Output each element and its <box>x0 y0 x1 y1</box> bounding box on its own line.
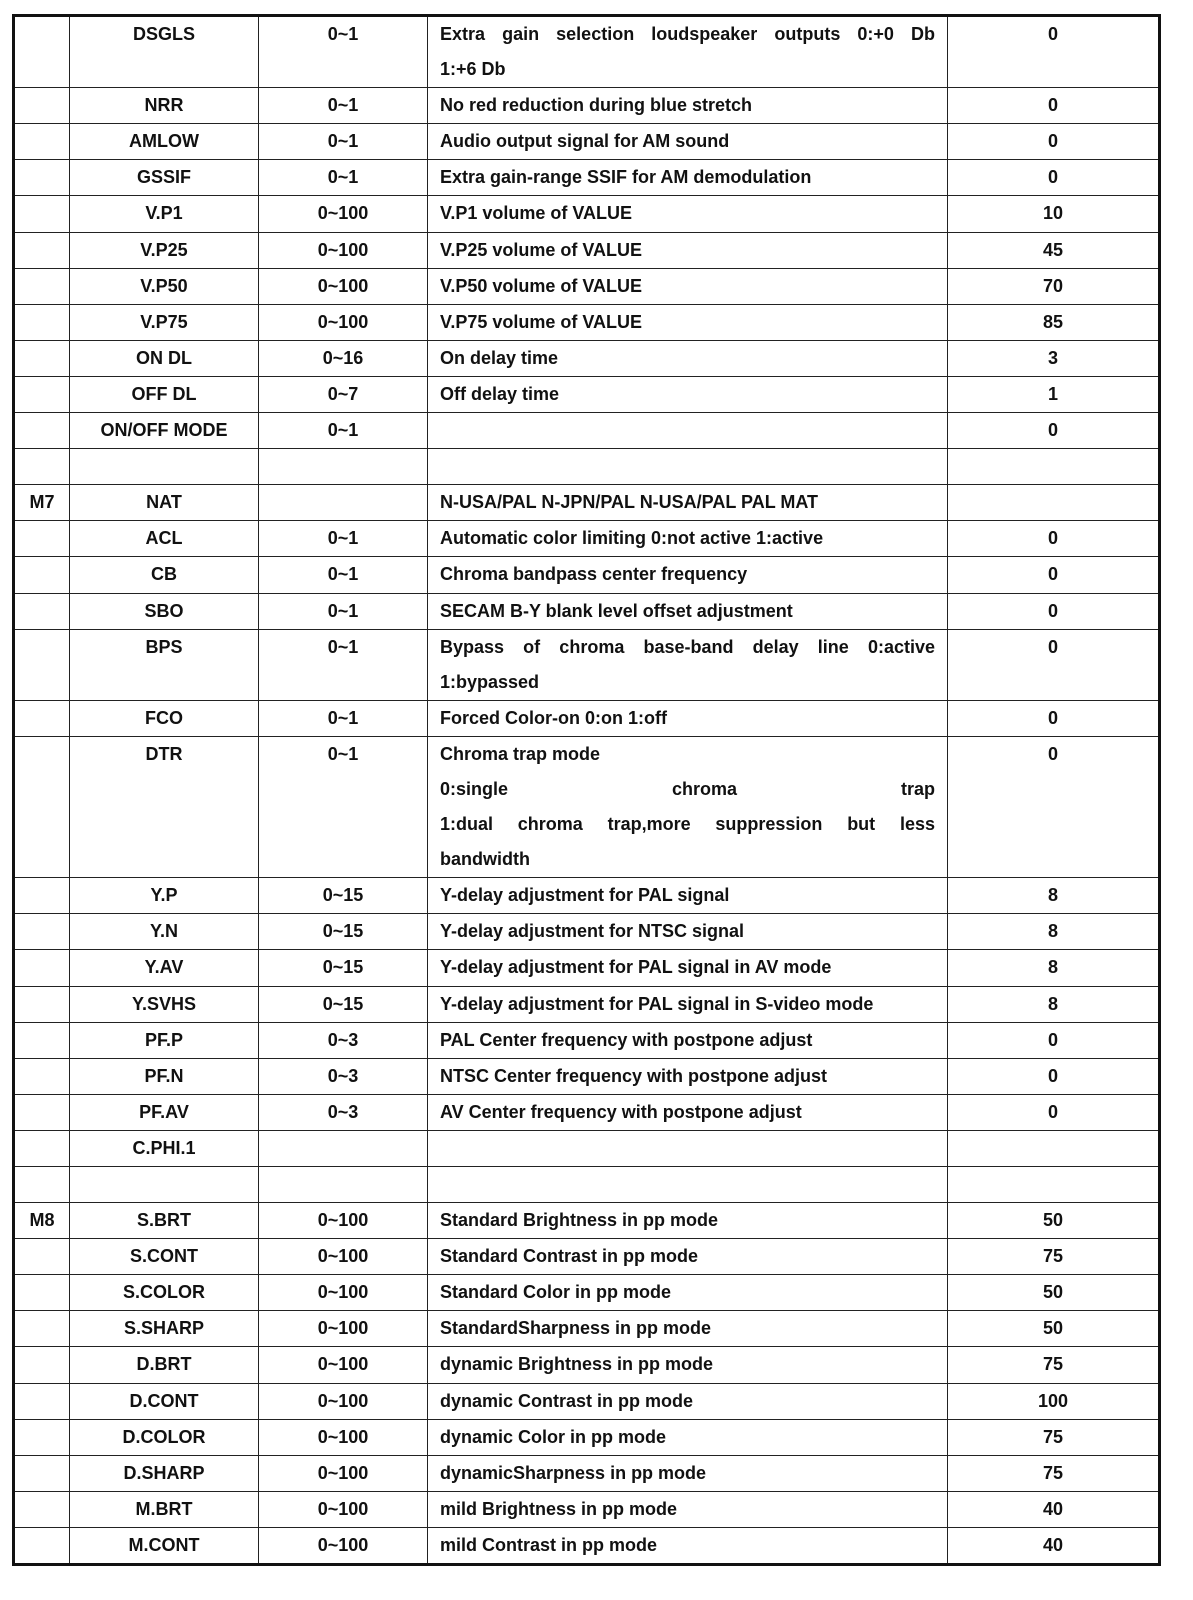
item-name-cell: CB <box>70 557 259 593</box>
description-line: No red reduction during blue stretch <box>440 95 753 116</box>
group-cell <box>14 1130 70 1166</box>
default-value-cell: 50 <box>948 1311 1160 1347</box>
description-cell <box>428 304 948 340</box>
description-line: On delay time <box>440 347 559 368</box>
range-cell: 0~100 <box>259 196 428 232</box>
description-line: Y-delay adjustment for NTSC signal <box>440 921 745 942</box>
table-row <box>14 1347 1160 1383</box>
description-line: Chroma bandpass center frequency <box>440 564 748 585</box>
description-line: PAL Center frequency with postpone adjust <box>440 1029 813 1050</box>
group-cell <box>14 1419 70 1455</box>
item-name-cell: Y.N <box>70 914 259 950</box>
group-cell <box>14 1167 70 1203</box>
item-name-cell: Y.P <box>70 878 259 914</box>
table-row <box>14 196 1160 232</box>
table-row <box>14 629 1160 700</box>
table-row <box>14 340 1160 376</box>
range-cell: 0~100 <box>259 304 428 340</box>
default-value-cell: 0 <box>948 16 1160 88</box>
description-line: mild Brightness in pp mode <box>440 1498 678 1519</box>
description-cell <box>428 736 948 877</box>
table-row <box>14 1383 1160 1419</box>
description-line: Off delay time <box>440 383 560 404</box>
group-cell <box>14 1094 70 1130</box>
item-name-cell: V.P50 <box>70 268 259 304</box>
default-value-cell: 40 <box>948 1491 1160 1527</box>
description-line: Forced Color-on 0:on 1:off <box>440 707 667 728</box>
range-cell: 0~100 <box>259 1275 428 1311</box>
table-row <box>14 88 1160 124</box>
parameter-table <box>12 14 1161 1566</box>
description-cell <box>428 1383 948 1419</box>
description-cell <box>428 950 948 986</box>
item-name-cell: M.BRT <box>70 1491 259 1527</box>
description-cell <box>428 124 948 160</box>
range-cell: 0~1 <box>259 413 428 449</box>
item-name-cell: Y.SVHS <box>70 986 259 1022</box>
item-name-cell: PF.P <box>70 1022 259 1058</box>
default-value-cell <box>948 485 1160 521</box>
group-cell <box>14 232 70 268</box>
group-cell <box>14 557 70 593</box>
default-value-cell: 0 <box>948 124 1160 160</box>
item-name-cell: M.CONT <box>70 1527 259 1564</box>
item-name-cell: Y.AV <box>70 950 259 986</box>
range-cell: 0~1 <box>259 700 428 736</box>
item-name-cell: D.COLOR <box>70 1419 259 1455</box>
group-cell <box>14 1022 70 1058</box>
description-line: bandwidth <box>440 849 530 870</box>
description-cell <box>428 232 948 268</box>
default-value-cell: 1 <box>948 376 1160 412</box>
description-line: 0:single chroma trap <box>440 778 935 799</box>
item-name-cell <box>70 1167 259 1203</box>
range-cell: 0~100 <box>259 268 428 304</box>
range-cell: 0~1 <box>259 736 428 877</box>
description-cell <box>428 88 948 124</box>
item-name-cell: PF.N <box>70 1058 259 1094</box>
group-cell <box>14 629 70 700</box>
description-line: dynamic Brightness in pp mode <box>440 1354 714 1375</box>
table-row <box>14 700 1160 736</box>
item-name-cell: AMLOW <box>70 124 259 160</box>
group-cell <box>14 986 70 1022</box>
item-name-cell: ON/OFF MODE <box>70 413 259 449</box>
description-cell <box>428 1455 948 1491</box>
table-row <box>14 449 1160 485</box>
default-value-cell: 75 <box>948 1419 1160 1455</box>
default-value-cell <box>948 1167 1160 1203</box>
description-cell <box>428 1275 948 1311</box>
group-cell <box>14 1383 70 1419</box>
table-row <box>14 914 1160 950</box>
table-row <box>14 16 1160 88</box>
group-cell <box>14 950 70 986</box>
default-value-cell: 50 <box>948 1275 1160 1311</box>
description-cell <box>428 986 948 1022</box>
description-line <box>440 449 935 484</box>
item-name-cell: FCO <box>70 700 259 736</box>
item-name-cell: NAT <box>70 485 259 521</box>
range-cell: 0~15 <box>259 986 428 1022</box>
description-line: Standard Brightness in pp mode <box>440 1210 719 1231</box>
table-row <box>14 376 1160 412</box>
table-row <box>14 1455 1160 1491</box>
description-line <box>440 1167 935 1202</box>
range-cell: 0~100 <box>259 232 428 268</box>
description-line: dynamicSharpness in pp mode <box>440 1462 707 1483</box>
table-row <box>14 160 1160 196</box>
table-row <box>14 1311 1160 1347</box>
default-value-cell: 8 <box>948 914 1160 950</box>
description-cell <box>428 1094 948 1130</box>
item-name-cell: OFF DL <box>70 376 259 412</box>
range-cell: 0~1 <box>259 160 428 196</box>
table-row <box>14 521 1160 557</box>
description-cell <box>428 160 948 196</box>
item-name-cell: D.CONT <box>70 1383 259 1419</box>
group-cell <box>14 1058 70 1094</box>
item-name-cell: BPS <box>70 629 259 700</box>
group-cell <box>14 16 70 88</box>
default-value-cell: 0 <box>948 521 1160 557</box>
description-line: Bypass of chroma base-band delay line 0:active <box>440 636 935 657</box>
table-row <box>14 1022 1160 1058</box>
description-cell <box>428 1491 948 1527</box>
description-cell <box>428 16 948 88</box>
description-cell <box>428 1239 948 1275</box>
default-value-cell: 40 <box>948 1527 1160 1564</box>
description-cell <box>428 1311 948 1347</box>
item-name-cell: C.PHI.1 <box>70 1130 259 1166</box>
description-line: dynamic Color in pp mode <box>440 1426 667 1447</box>
table-row <box>14 413 1160 449</box>
description-cell <box>428 1203 948 1239</box>
default-value-cell: 0 <box>948 1058 1160 1094</box>
range-cell <box>259 485 428 521</box>
table-row <box>14 1094 1160 1130</box>
group-cell <box>14 304 70 340</box>
group-cell <box>14 521 70 557</box>
description-cell <box>428 485 948 521</box>
description-line: mild Contrast in pp mode <box>440 1534 658 1555</box>
range-cell: 0~100 <box>259 1455 428 1491</box>
description-line: Y-delay adjustment for PAL signal in AV mode <box>440 957 832 978</box>
range-cell: 0~1 <box>259 124 428 160</box>
range-cell: 0~100 <box>259 1491 428 1527</box>
description-cell <box>428 1130 948 1166</box>
description-line: NTSC Center frequency with postpone adjust <box>440 1065 828 1086</box>
description-cell <box>428 629 948 700</box>
description-cell <box>428 340 948 376</box>
description-line: StandardSharpness in pp mode <box>440 1318 712 1339</box>
group-cell <box>14 160 70 196</box>
description-line: Standard Contrast in pp mode <box>440 1246 699 1267</box>
range-cell: 0~100 <box>259 1527 428 1564</box>
group-cell <box>14 196 70 232</box>
description-line: Standard Color in pp mode <box>440 1282 672 1303</box>
range-cell: 0~1 <box>259 16 428 88</box>
item-name-cell: S.CONT <box>70 1239 259 1275</box>
description-line: 1:+6 Db <box>440 59 506 80</box>
description-line: AV Center frequency with postpone adjust <box>440 1101 802 1122</box>
table-row <box>14 1491 1160 1527</box>
description-cell <box>428 1347 948 1383</box>
table-row <box>14 1239 1160 1275</box>
description-line: N-USA/PAL N-JPN/PAL N-USA/PAL PAL MAT <box>440 492 819 513</box>
description-cell <box>428 593 948 629</box>
range-cell: 0~3 <box>259 1058 428 1094</box>
range-cell: 0~3 <box>259 1094 428 1130</box>
item-name-cell: D.SHARP <box>70 1455 259 1491</box>
description-line: Extra gain-range SSIF for AM demodulation <box>440 167 812 188</box>
default-value-cell <box>948 1130 1160 1166</box>
description-cell <box>428 1167 948 1203</box>
group-cell <box>14 1491 70 1527</box>
item-name-cell: GSSIF <box>70 160 259 196</box>
group-cell <box>14 1347 70 1383</box>
description-cell <box>428 700 948 736</box>
description-line: V.P1 volume of VALUE <box>440 203 633 224</box>
table-row <box>14 304 1160 340</box>
description-cell <box>428 1058 948 1094</box>
default-value-cell: 0 <box>948 700 1160 736</box>
group-cell <box>14 340 70 376</box>
parameter-table-body <box>14 16 1160 1565</box>
group-cell <box>14 1275 70 1311</box>
table-row <box>14 557 1160 593</box>
description-cell <box>428 1527 948 1564</box>
range-cell <box>259 1167 428 1203</box>
description-line <box>440 413 935 448</box>
description-cell <box>428 1022 948 1058</box>
description-cell <box>428 268 948 304</box>
table-row <box>14 1058 1160 1094</box>
item-name-cell: V.P25 <box>70 232 259 268</box>
description-cell <box>428 1419 948 1455</box>
table-row <box>14 1527 1160 1564</box>
default-value-cell: 3 <box>948 340 1160 376</box>
description-line: dynamic Contrast in pp mode <box>440 1390 694 1411</box>
range-cell: 0~100 <box>259 1419 428 1455</box>
description-cell <box>428 521 948 557</box>
table-row <box>14 950 1160 986</box>
range-cell: 0~1 <box>259 88 428 124</box>
range-cell: 0~100 <box>259 1383 428 1419</box>
range-cell: 0~3 <box>259 1022 428 1058</box>
item-name-cell: DSGLS <box>70 16 259 88</box>
item-name-cell: PF.AV <box>70 1094 259 1130</box>
item-name-cell: NRR <box>70 88 259 124</box>
description-cell <box>428 557 948 593</box>
description-cell <box>428 196 948 232</box>
default-value-cell: 0 <box>948 629 1160 700</box>
table-row <box>14 485 1160 521</box>
range-cell <box>259 1130 428 1166</box>
table-row <box>14 878 1160 914</box>
range-cell: 0~100 <box>259 1203 428 1239</box>
range-cell: 0~1 <box>259 629 428 700</box>
range-cell: 0~100 <box>259 1347 428 1383</box>
table-row <box>14 268 1160 304</box>
group-cell <box>14 1455 70 1491</box>
group-cell <box>14 88 70 124</box>
description-line: 1:dual chroma trap,more suppression but less <box>440 814 935 835</box>
description-line: V.P50 volume of VALUE <box>440 275 643 296</box>
group-cell <box>14 914 70 950</box>
range-cell: 0~15 <box>259 914 428 950</box>
default-value-cell: 100 <box>948 1383 1160 1419</box>
default-value-cell: 50 <box>948 1203 1160 1239</box>
default-value-cell <box>948 449 1160 485</box>
description-cell <box>428 413 948 449</box>
item-name-cell: V.P75 <box>70 304 259 340</box>
default-value-cell: 0 <box>948 1022 1160 1058</box>
range-cell <box>259 449 428 485</box>
description-line: V.P25 volume of VALUE <box>440 239 643 260</box>
item-name-cell <box>70 449 259 485</box>
description-line: SECAM B-Y blank level offset adjustment <box>440 600 793 621</box>
description-line: V.P75 volume of VALUE <box>440 311 643 332</box>
group-cell <box>14 1239 70 1275</box>
default-value-cell: 0 <box>948 593 1160 629</box>
default-value-cell: 75 <box>948 1239 1160 1275</box>
item-name-cell: DTR <box>70 736 259 877</box>
item-name-cell: D.BRT <box>70 1347 259 1383</box>
table-row <box>14 1203 1160 1239</box>
description-line: Y-delay adjustment for PAL signal <box>440 885 730 906</box>
group-cell <box>14 376 70 412</box>
range-cell: 0~15 <box>259 950 428 986</box>
table-row <box>14 736 1160 877</box>
description-line: Audio output signal for AM sound <box>440 131 730 152</box>
item-name-cell: S.COLOR <box>70 1275 259 1311</box>
item-name-cell: SBO <box>70 593 259 629</box>
table-row <box>14 124 1160 160</box>
group-cell: M7 <box>14 485 70 521</box>
table-row <box>14 1419 1160 1455</box>
table-row <box>14 1130 1160 1166</box>
item-name-cell: S.BRT <box>70 1203 259 1239</box>
group-cell <box>14 268 70 304</box>
group-cell <box>14 878 70 914</box>
default-value-cell: 0 <box>948 736 1160 877</box>
group-cell: M8 <box>14 1203 70 1239</box>
description-cell <box>428 914 948 950</box>
table-row <box>14 1167 1160 1203</box>
item-name-cell: V.P1 <box>70 196 259 232</box>
description-cell <box>428 376 948 412</box>
range-cell: 0~1 <box>259 593 428 629</box>
group-cell <box>14 1527 70 1564</box>
group-cell <box>14 736 70 877</box>
default-value-cell: 0 <box>948 557 1160 593</box>
default-value-cell: 75 <box>948 1347 1160 1383</box>
description-line: Automatic color limiting 0:not active 1:active <box>440 528 824 549</box>
default-value-cell: 0 <box>948 160 1160 196</box>
range-cell: 0~15 <box>259 878 428 914</box>
default-value-cell: 0 <box>948 413 1160 449</box>
group-cell <box>14 593 70 629</box>
range-cell: 0~1 <box>259 521 428 557</box>
range-cell: 0~7 <box>259 376 428 412</box>
group-cell <box>14 1311 70 1347</box>
group-cell <box>14 124 70 160</box>
default-value-cell: 8 <box>948 986 1160 1022</box>
default-value-cell: 70 <box>948 268 1160 304</box>
description-line: Extra gain selection loudspeaker outputs 0:+0 Db <box>440 24 935 44</box>
range-cell: 0~1 <box>259 557 428 593</box>
item-name-cell: ACL <box>70 521 259 557</box>
default-value-cell: 45 <box>948 232 1160 268</box>
range-cell: 0~16 <box>259 340 428 376</box>
item-name-cell: ON DL <box>70 340 259 376</box>
default-value-cell: 0 <box>948 1094 1160 1130</box>
table-row <box>14 986 1160 1022</box>
default-value-cell: 75 <box>948 1455 1160 1491</box>
description-line: 1:bypassed <box>440 671 540 692</box>
group-cell <box>14 449 70 485</box>
table-row <box>14 1275 1160 1311</box>
description-cell <box>428 878 948 914</box>
default-value-cell: 0 <box>948 88 1160 124</box>
group-cell <box>14 700 70 736</box>
range-cell: 0~100 <box>259 1239 428 1275</box>
item-name-cell: S.SHARP <box>70 1311 259 1347</box>
description-line: Y-delay adjustment for PAL signal in S-video mode <box>440 993 874 1014</box>
default-value-cell: 8 <box>948 950 1160 986</box>
description-line: Chroma trap mode <box>440 743 601 764</box>
default-value-cell: 8 <box>948 878 1160 914</box>
default-value-cell: 85 <box>948 304 1160 340</box>
default-value-cell: 10 <box>948 196 1160 232</box>
table-row <box>14 593 1160 629</box>
group-cell <box>14 413 70 449</box>
description-line <box>440 1131 935 1166</box>
description-cell <box>428 449 948 485</box>
table-row <box>14 232 1160 268</box>
range-cell: 0~100 <box>259 1311 428 1347</box>
